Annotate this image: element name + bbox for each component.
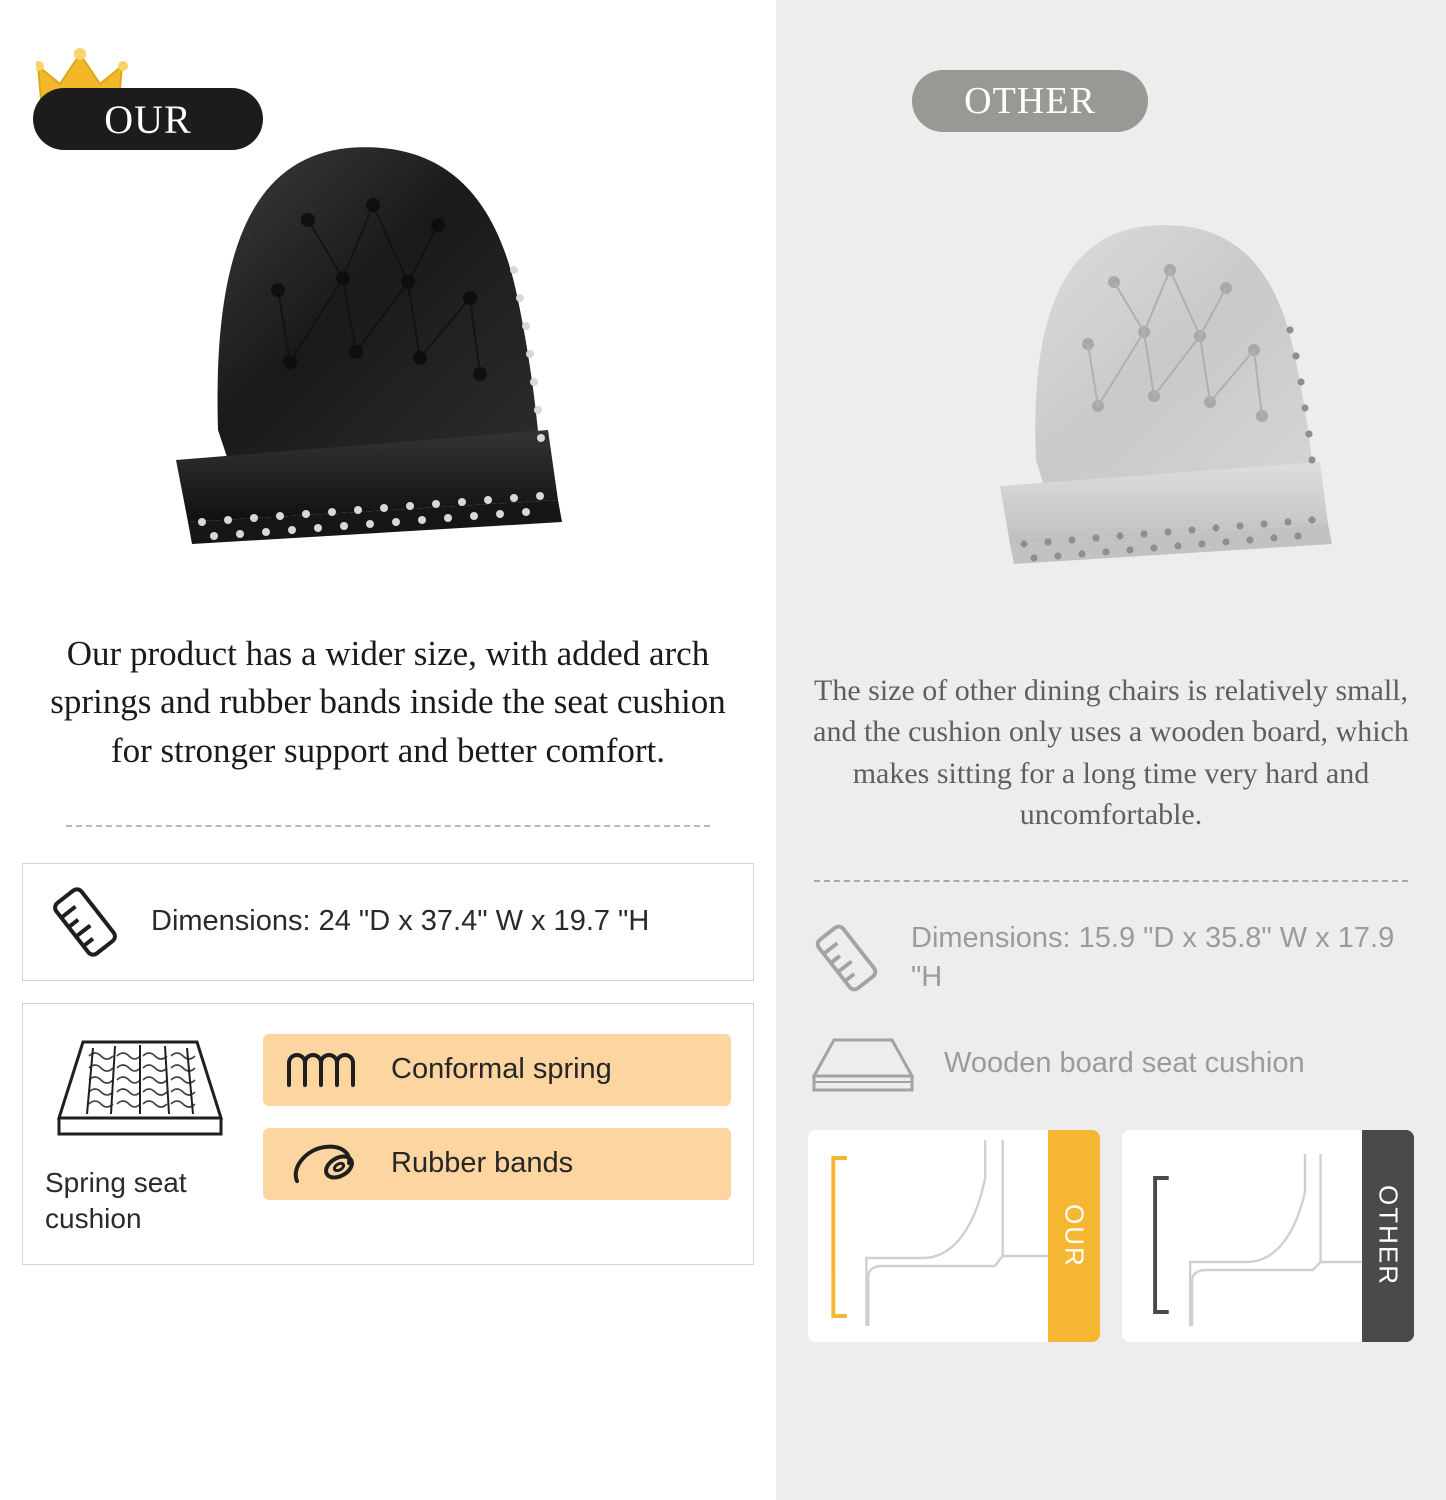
black-tufted-chair — [158, 130, 588, 570]
spring-cushion-label: Spring seat cushion — [45, 1166, 187, 1235]
compare-tab-other-label: OTHER — [1373, 1185, 1404, 1287]
other-dimensions-row — [808, 918, 1414, 998]
ruler-icon — [45, 882, 125, 962]
our-chair-illustration — [28, 150, 748, 620]
wooden-board-icon — [808, 1024, 918, 1104]
our-dimensions-text: Dimensions: 24 "D x 37.4" W x 19.7 "H — [151, 905, 650, 938]
our-badge-row — [28, 0, 748, 150]
coil-spring-icon — [281, 1047, 365, 1093]
our-badge: OUR — [33, 88, 263, 150]
compare-tab-our — [1048, 1130, 1100, 1342]
our-description: Our product has a wider size, with added arch springs and rubber bands inside the seat cushion for stronger support and better comfort. — [50, 634, 726, 770]
our-dimensions-box — [22, 863, 754, 981]
compare-card-our — [808, 1130, 1100, 1342]
other-cushion-row — [808, 1024, 1414, 1104]
other-cushion-text: Wooden board seat cushion — [944, 1047, 1305, 1080]
height-compare-row — [808, 1130, 1414, 1342]
gray-tufted-chair — [984, 210, 1364, 610]
compare-tab-our-label: OUR — [1059, 1203, 1090, 1268]
our-divider — [66, 825, 710, 827]
rubber-band-icon — [281, 1137, 365, 1191]
other-description: The size of other dining chairs is relatively small, and the cushion only uses a wooden board, which makes sitting for a long time very hard and uncomfortable. — [813, 674, 1409, 832]
spring-cushion-group — [45, 1026, 257, 1238]
compare-tab-other — [1362, 1130, 1414, 1342]
feature-conformal-spring-label: Conformal spring — [391, 1053, 612, 1086]
other-column — [776, 0, 1446, 1500]
other-dimensions-text: Dimensions: 15.9 "D x 35.8" W x 17.9 "H — [911, 921, 1395, 993]
ruler-icon — [808, 918, 885, 998]
feature-conformal-spring — [263, 1034, 731, 1106]
other-badge-row — [804, 0, 1418, 150]
feature-rubber-bands-label: Rubber bands — [391, 1147, 574, 1180]
spring-seat-cushion-icon — [45, 1026, 235, 1146]
feature-rubber-bands — [263, 1128, 731, 1200]
compare-card-other — [1122, 1130, 1414, 1342]
other-divider — [814, 880, 1408, 882]
spring-features — [263, 1026, 731, 1222]
our-spring-box — [22, 1003, 754, 1265]
other-chair-illustration — [804, 150, 1418, 650]
other-badge: OTHER — [912, 70, 1148, 132]
